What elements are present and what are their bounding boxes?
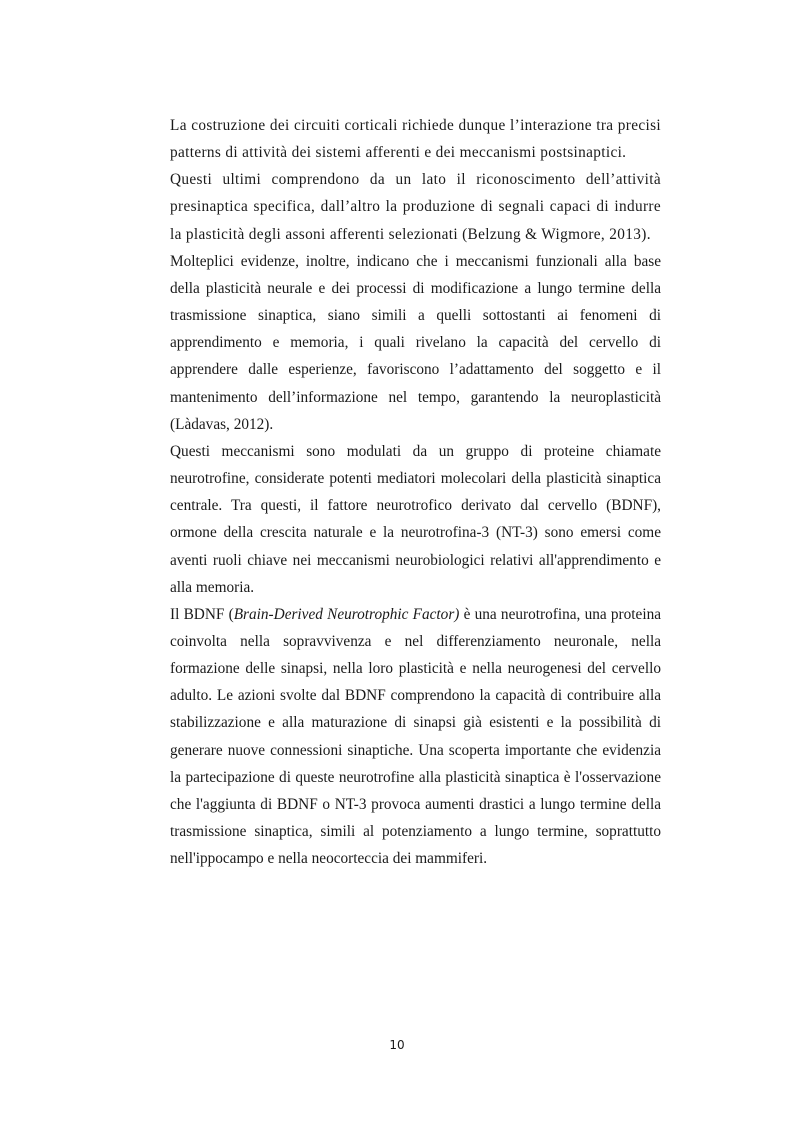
- body-text: [170, 112, 661, 872]
- paragraph-3: Molteplici evidenze, inoltre, indicano che i meccanismi funzionali alla base della plasticità neurale e dei processi di modificazione a lungo termine della trasmissione sinaptica, siano simili a quelli sottostanti ai fenomeni di apprendimento e memoria, i quali rivelano la capacità del cervello di apprendere dalle esperienze, favoriscono l’adattamento del soggetto e il mantenimento dell’informazione nel tempo, garantendo la neuroplasticità (Làdavas, 2012).: [170, 252, 661, 433]
- paragraph-4: Questi meccanismi sono modulati da un gruppo di proteine chiamate neurotrofine, considerate potenti mediatori molecolari della plasticità sinaptica centrale. Tra questi, il fattore neurotrofico derivato dal cervello (BDNF), ormone della crescita naturale e la neurotrofina-3 (NT-3) sono emersi come aventi ruoli chiave nei meccanismi neurobiologici relativi all'apprendimento e alla memoria.: [170, 442, 661, 596]
- paragraph-5-prefix: Il BDNF (: [170, 605, 234, 623]
- paragraph-5: [170, 601, 661, 873]
- paragraph-5-body: è una neurotrofina, una proteina coinvolta nella sopravvivenza e nel differenziamento neuronale, nella formazione delle sinapsi, nella loro plasticità e nella neurogenesi del cervello adulto. Le azioni svolte dal BDNF comprendono la capacità di contribuire alla stabilizzazione e alla maturazione di sinapsi già esistenti e la possibilità di generare nuove connessioni sinaptiche. Una scoperta importante che evidenzia la partecipazione di queste neurotrofine alla plasticità sinaptica è l'osservazione che l'aggiunta di BDNF o NT-3 provoca aumenti drastici a lungo termine della trasmissione sinaptica, simili al potenziamento a lungo termine, soprattutto nell'ippocampo e nella neocorteccia dei mammiferi.: [170, 605, 662, 868]
- page-number: 10: [389, 1038, 405, 1052]
- paragraph-2: Questi ultimi comprendono da un lato il riconoscimento dell’attività presinaptica specifica, dall’altro la produzione di segnali capaci di indurre la plasticità degli assoni afferenti selezionati (Belzung & Wigmore, 2013).: [170, 171, 661, 243]
- bdnf-full-name: Brain-Derived Neurotrophic Factor): [233, 605, 460, 623]
- paragraph-1: La costruzione dei circuiti corticali richiede dunque l’interazione tra precisi patterns di attività dei sistemi afferenti e dei meccanismi postsinaptici.: [170, 117, 661, 162]
